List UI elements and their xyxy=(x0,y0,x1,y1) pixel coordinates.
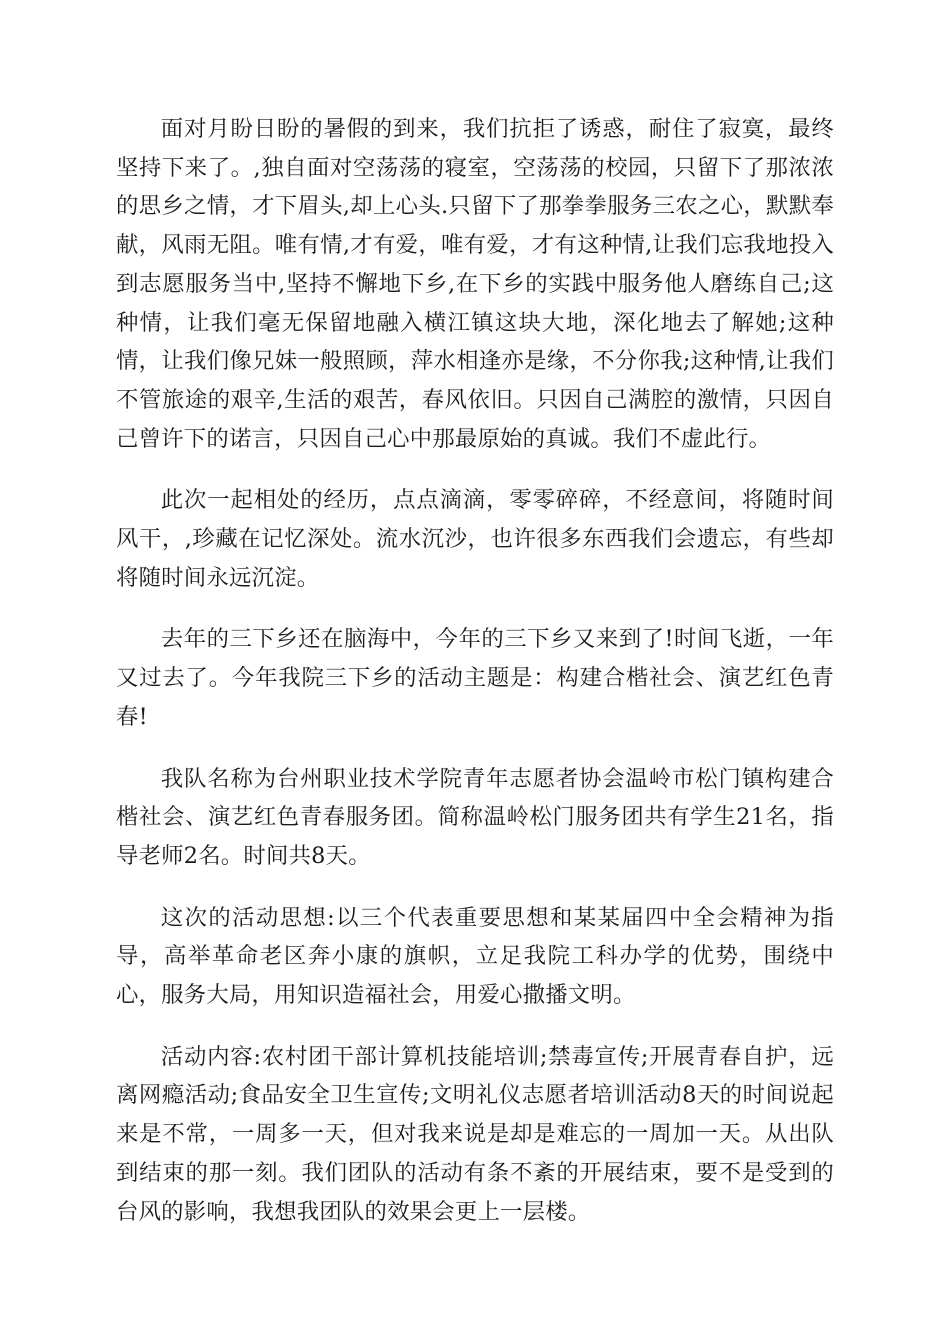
paragraph-2: 此次一起相处的经历，点点滴滴，零零碎碎，不经意间，将随时间风干，,珍藏在记忆深处。流水沉沙，也许很多东西我们会遗忘，有些却将随时间永远沉淀。 xyxy=(116,487,834,591)
paragraph-4: 我队名称为台州职业技术学院青年志愿者协会温岭市松门镇构建合楷社会、演艺红色青春服务团。简称温岭松门服务团共有学生21名，指导老师2名。时间共8天。 xyxy=(116,765,834,869)
document-body xyxy=(116,110,834,1254)
paragraph-3: 去年的三下乡还在脑海中，今年的三下乡又来到了!时间飞逝，一年又过去了。今年我院三下乡的活动主题是：构建合楷社会、演艺红色青春! xyxy=(116,626,834,730)
paragraph-1: 面对月盼日盼的暑假的到来，我们抗拒了诱惑，耐住了寂寞，最终坚持下来了。,独自面对空荡荡的寝室，空荡荡的校园，只留下了那浓浓的思乡之情，才下眉头,却上心头.只留下了那拳拳服务三农之心，默默奉献，风雨无阻。唯有情,才有爱，唯有爱，才有这种情,让我们忘我地投入到志愿服务当中,坚持不懈地下乡,在下乡的实践中服务他人磨练自己;这种情，让我们毫无保留地融入横江镇这块大地，深化地去了解她;这种情，让我们像兄妹一般照顾，萍水相逢亦是缘，不分你我;这种情,让我们不管旅途的艰辛,生活的艰苦，春风依旧。只因自己满腔的激情，只因自己曾许下的诺言，只因自己心中那最原始的真诚。我们不虚此行。 xyxy=(116,116,834,452)
paragraph-6: 活动内容:农村团干部计算机技能培训;禁毒宣传;开展青春自护，远离网瘾活动;食品安全卫生宣传;文明礼仪志愿者培训活动8天的时间说起来是不常，一周多一天，但对我来说是却是难忘的一周加一天。从出队到结束的那一刻。我们团队的活动有条不紊的开展结束，要不是受到的台风的影响，我想我团队的效果会更上一层楼。 xyxy=(116,1043,834,1225)
paragraph-5: 这次的活动思想:以三个代表重要思想和某某届四中全会精神为指导，高举革命老区奔小康的旗帜，立足我院工科办学的优势，围绕中心，服务大局，用知识造福社会，用爱心撒播文明。 xyxy=(116,904,834,1009)
